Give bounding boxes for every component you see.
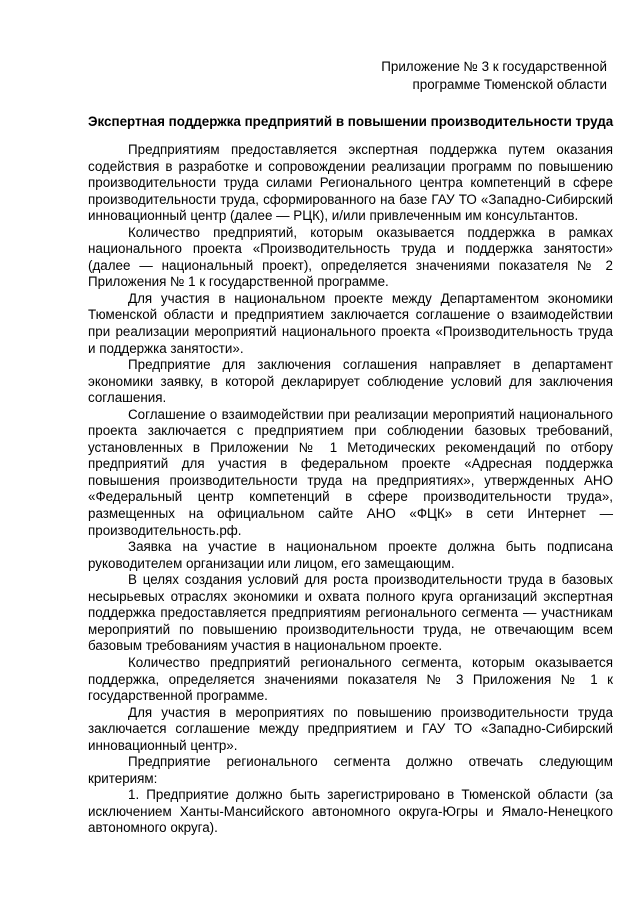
document-title: Экспертная поддержка предприятий в повышении производительности труда (88, 114, 614, 129)
paragraph-8: Количество предприятий регионального сегмента, которым оказывается поддержка, определяется значениями показателя № 3 Приложения № 1 к государственной программе. (88, 654, 613, 704)
document-body (88, 142, 613, 837)
paragraph-11: 1. Предприятие должно быть зарегистрировано в Тюменской области (за исключением Ханты-Мансийского автономного округа-Югры и Ямало-Ненецкого автономного округа). (88, 787, 613, 836)
paragraph-9: Для участия в мероприятиях по повышению производительности труда заключается соглашение между предприятием и ГАУ ТО «Западно-Сибирский инновационный центр». (88, 704, 613, 753)
paragraph-5: Соглашение о взаимодействии при реализации мероприятий национального проекта заключается с предприятием при соблюдении базовых требований, установленных в Приложении № 1 Методических рекомендаций по отбору предприятий для участия в федеральном проекте «Адресная поддержка повышения производительности труда на предприятиях», утвержденных АНО «Федеральный центр компетенций в сфере производительности труда», размещенных на официальном сайте АНО «ФЦК» в сети Интернет — производительность.рф. (88, 406, 613, 538)
appendix-line-2: программе Тюменской области (412, 77, 607, 92)
paragraph-10: Предприятие регионального сегмента должно отвечать следующим критериям: (88, 754, 613, 786)
paragraph-4: Предприятие для заключения соглашения направляет в департамент экономики заявку, в которой декларирует соблюдение условий для заключения соглашения. (88, 357, 613, 406)
paragraph-3: Для участия в национальном проекте между Департаментом экономики Тюменской области и предприятием заключается соглашение о взаимодействии при реализации мероприятий национального проекта «Производительность труда и поддержка занятости». (88, 290, 613, 356)
paragraph-6: Заявка на участие в национальном проекте должна быть подписана руководителем организации или лицом, его замещающим. (88, 539, 613, 571)
paragraph-7: В целях создания условий для роста производительности труда в базовых несырьевых отраслях экономики и охвата полного круга организаций экспертная поддержка предоставляется предприятиям регионального сегмента — участникам мероприятий по повышению производительности труда, не отвечающим всем базовым требованиям участия в национальном проекте. (88, 572, 613, 654)
appendix-reference (381, 58, 607, 94)
appendix-line-1: Приложение № 3 к государственной (381, 59, 607, 74)
paragraph-2: Количество предприятий, которым оказывается поддержка в рамках национального проекта «Производительность труда и поддержка занятости» (далее — национальный проект), определяется значениями показателя № 2 Приложения № 1 к государственной программе. (88, 224, 613, 290)
paragraph-1: Предприятиям предоставляется экспертная поддержка путем оказания содействия в разработке и сопровождении реализации программ по повышению производительности труда силами Регионального центра компетенций в сфере производительности труда, сформированного на базе ГАУ ТО «Западно-Сибирский инновационный центр (далее — РЦК), и/или привлеченным им консультантов. (88, 142, 613, 224)
